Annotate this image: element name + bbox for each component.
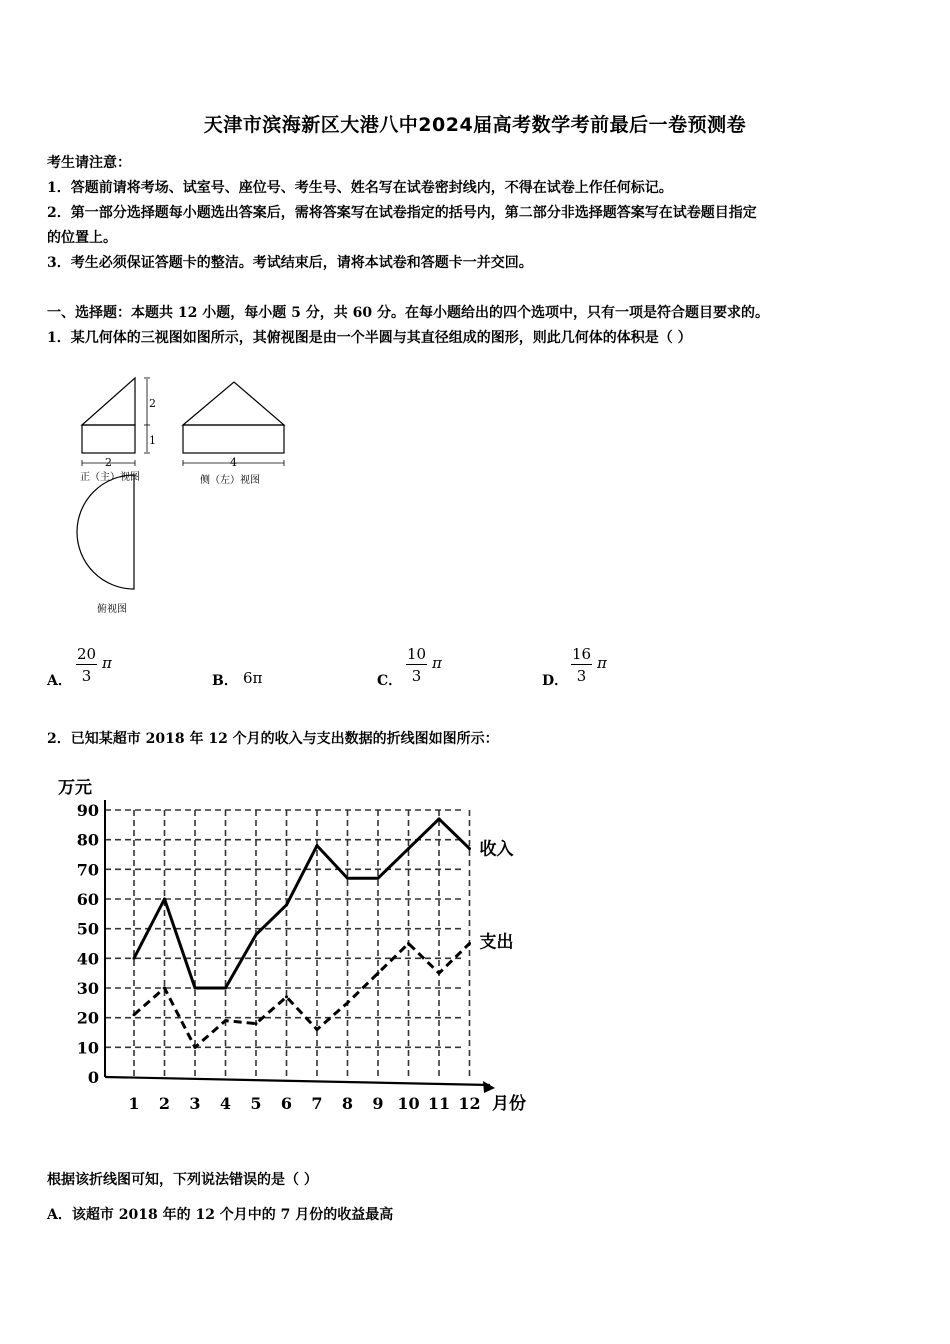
dim-height-2: 2 bbox=[149, 397, 156, 410]
side-view-rect bbox=[183, 425, 284, 453]
dim-width-4: 4 bbox=[230, 456, 237, 469]
income-point bbox=[316, 844, 319, 847]
x-tick-label: 5 bbox=[250, 1094, 262, 1113]
side-view-triangle bbox=[183, 382, 284, 425]
section-heading: 一、选择题：本题共 12 小题，每小题 5 分，共 60 分。在每小题给出的四个选项中，只有一项是符合题目要求的。 bbox=[47, 305, 769, 321]
expense-point bbox=[316, 1028, 319, 1031]
expense-legend-label: 支出 bbox=[479, 932, 514, 953]
y-tick-label: 40 bbox=[76, 949, 99, 969]
option-a-numerator: 20 bbox=[77, 645, 97, 663]
income-expense-line-chart bbox=[50, 765, 540, 1125]
income-point bbox=[438, 817, 441, 820]
income-point bbox=[163, 898, 166, 901]
question-1-stem: 1．某几何体的三视图如图所示，其俯视图是由一个半圆与其直径组成的图形，则此几何体的体积是（ ） bbox=[47, 330, 692, 346]
question-2-option-a[interactable]: A．该超市 2018 年的 12 个月中的 7 月份的收益最高 bbox=[47, 1207, 394, 1223]
option-b-letter[interactable]: B． bbox=[212, 673, 238, 689]
option-c-fraction bbox=[406, 644, 427, 687]
y-tick-label: 20 bbox=[76, 1008, 99, 1028]
front-view-rect bbox=[82, 425, 135, 453]
option-b-value: 6π bbox=[243, 669, 263, 687]
y-axis-title: 万元 bbox=[58, 778, 92, 798]
x-tick-label: 9 bbox=[372, 1094, 384, 1113]
income-point bbox=[285, 903, 288, 906]
top-view-semicircle bbox=[77, 475, 134, 589]
expense-point bbox=[468, 942, 471, 945]
expense-point bbox=[438, 972, 441, 975]
x-tick-label: 6 bbox=[280, 1094, 293, 1113]
notice-item-1: 1．答题前请将考场、试室号、座位号、考生号、姓名写在试卷密封线内，不得在试卷上作任何标记。 bbox=[47, 180, 673, 196]
y-tick-label: 60 bbox=[76, 890, 99, 909]
income-point bbox=[407, 847, 410, 850]
expense-point bbox=[346, 1001, 349, 1004]
y-tick-label: 80 bbox=[76, 830, 99, 850]
income-point bbox=[194, 987, 197, 990]
notice-item-3: 3．考生必须保证答题卡的整洁。考试结束后，请将本试卷和答题卡一并交回。 bbox=[47, 255, 533, 271]
x-tick-label: 2 bbox=[158, 1094, 171, 1113]
front-view-triangle bbox=[82, 378, 135, 425]
option-c-numerator: 10 bbox=[407, 645, 427, 663]
expense-point bbox=[224, 1019, 227, 1022]
x-tick-label: 4 bbox=[219, 1094, 232, 1113]
question-2-prompt: 根据该折线图可知，下列说法错误的是（ ） bbox=[47, 1172, 318, 1188]
expense-point bbox=[133, 1013, 136, 1016]
expense-point bbox=[285, 995, 288, 998]
income-series-line bbox=[134, 819, 470, 988]
expense-point bbox=[255, 1022, 258, 1025]
option-d-pi: π bbox=[597, 654, 607, 672]
x-tick-label: 10 bbox=[397, 1094, 420, 1113]
page-title: 天津市滨海新区大港八中2024届高考数学考前最后一卷预测卷 bbox=[203, 114, 747, 136]
income-point bbox=[377, 877, 380, 880]
expense-point bbox=[163, 987, 166, 990]
option-d-denominator: 3 bbox=[576, 667, 587, 685]
income-point bbox=[133, 957, 136, 960]
y-tick-label: 30 bbox=[76, 979, 99, 998]
option-d-fraction bbox=[571, 644, 592, 687]
front-view-label: 正（主）视图 bbox=[80, 472, 140, 483]
x-axis-arrow bbox=[483, 1081, 495, 1093]
notice-item-2: 2．第一部分选择题每小题选出答案后，需将答案写在试卷指定的括号内，第二部分非选择题答案写在试卷题目指定 bbox=[47, 205, 757, 221]
y-tick-label: 50 bbox=[76, 919, 99, 939]
y-tick-label: 70 bbox=[76, 860, 99, 880]
income-point bbox=[255, 933, 258, 936]
x-tick-label: 12 bbox=[458, 1094, 481, 1113]
x-axis bbox=[105, 1077, 490, 1085]
question-2-stem: 2．已知某超市 2018 年 12 个月的收入与支出数据的折线图如图所示： bbox=[47, 731, 499, 747]
x-axis-title: 月份 bbox=[492, 1094, 526, 1114]
notice-item-2-cont: 的位置上。 bbox=[47, 230, 117, 246]
dim-height-1: 1 bbox=[149, 434, 156, 447]
x-tick-label: 7 bbox=[311, 1094, 323, 1113]
expense-point bbox=[377, 972, 380, 975]
expense-point bbox=[194, 1046, 197, 1049]
y-tick-label: 0 bbox=[87, 1068, 99, 1087]
x-tick-label: 3 bbox=[189, 1094, 201, 1113]
dim-width-2: 2 bbox=[105, 456, 112, 469]
option-a-pi: π bbox=[102, 654, 112, 672]
three-view-figure bbox=[70, 370, 290, 620]
x-tick-label: 11 bbox=[427, 1094, 451, 1113]
option-d-numerator: 16 bbox=[572, 645, 592, 663]
income-point bbox=[224, 987, 227, 990]
option-a-letter[interactable]: A． bbox=[47, 673, 72, 689]
option-c-letter[interactable]: C． bbox=[377, 673, 403, 689]
side-view-label: 侧（左）视图 bbox=[200, 475, 260, 486]
y-tick-label: 90 bbox=[76, 801, 99, 820]
expense-point bbox=[407, 942, 410, 945]
income-point bbox=[468, 847, 471, 850]
income-legend-label: 收入 bbox=[479, 839, 514, 860]
income-point bbox=[346, 877, 349, 880]
option-a-fraction bbox=[76, 644, 97, 687]
x-tick-label: 1 bbox=[128, 1094, 140, 1113]
x-tick-label: 8 bbox=[341, 1094, 354, 1113]
top-view-label: 俯视图 bbox=[97, 604, 127, 615]
y-tick-label: 10 bbox=[76, 1038, 99, 1058]
option-c-denominator: 3 bbox=[411, 667, 422, 685]
notice-heading: 考生请注意： bbox=[47, 155, 131, 171]
option-d-letter[interactable]: D． bbox=[542, 673, 569, 689]
option-a-denominator: 3 bbox=[81, 667, 92, 685]
option-c-pi: π bbox=[432, 654, 442, 672]
